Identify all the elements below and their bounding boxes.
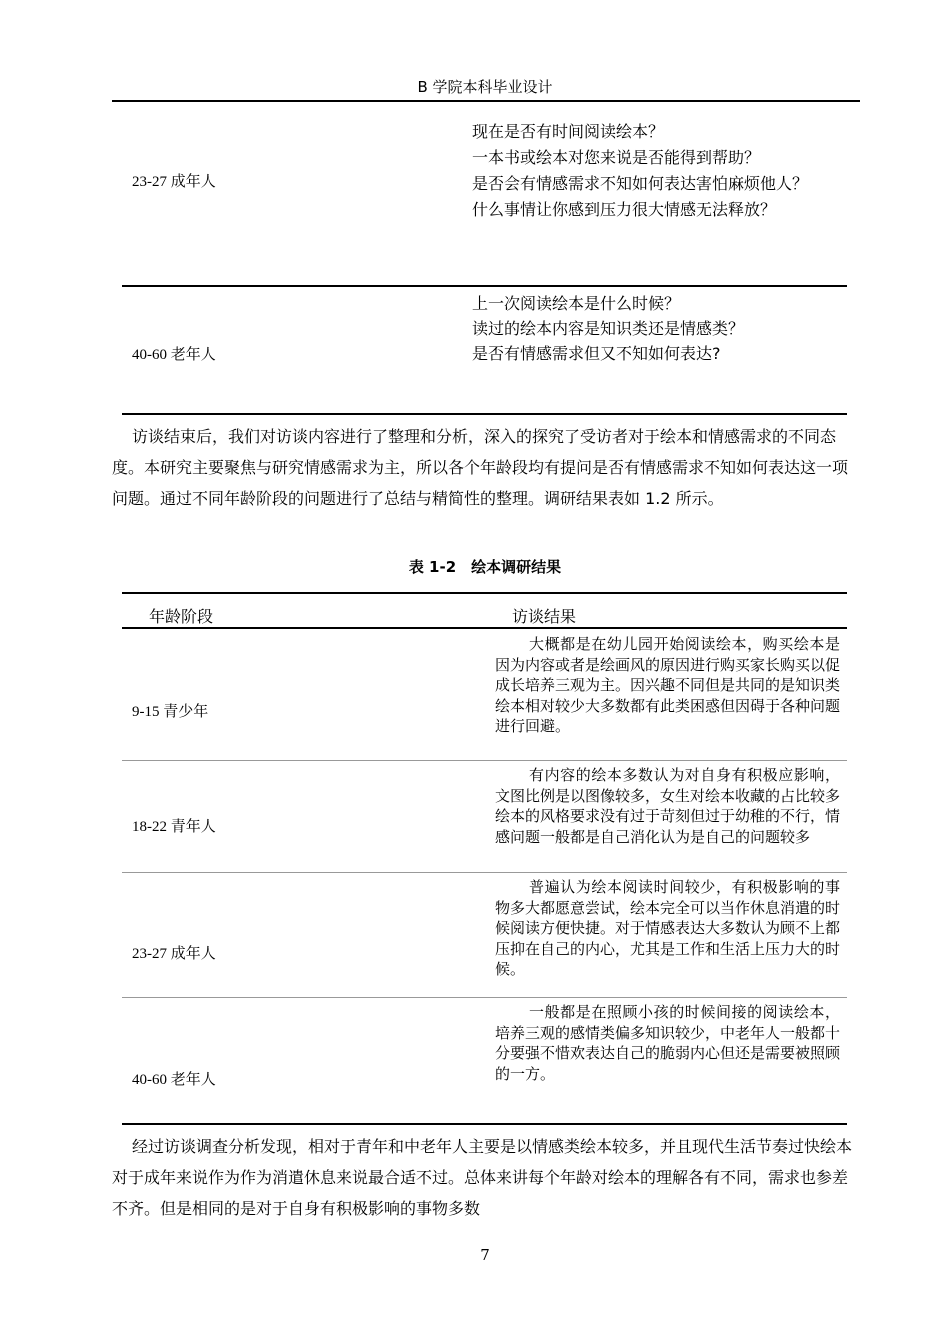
question: 现在是否有时间阅读绘本？ <box>472 122 665 141</box>
table2-row3-age: 23-27 成年人 <box>132 946 216 962</box>
table1-row-divider <box>122 285 847 287</box>
page-number: 7 <box>480 1246 490 1264</box>
table2-row-divider <box>122 760 847 761</box>
table1-bottom-rule <box>122 413 847 415</box>
table2-caption: 表 1-2 绘本调研结果 <box>408 558 562 576</box>
table2-row3-result: 普遍认为绘本阅读时间较少，有积极影响的事物多大都愿意尝试，绘本完全可以当作休息消遣的时候阅读方便快捷。对于情感表达大多数认为顾不上都压抑在自己的内心，尤其是工作和生活上压力大的时候。 <box>495 878 841 978</box>
table1-row1-age: 23-27 成年人 <box>132 174 216 190</box>
table2-row-divider <box>122 872 847 873</box>
question: 是否有情感需求但又不知如何表达? <box>472 344 721 363</box>
table2-bottom-rule <box>122 1123 847 1125</box>
question: 一本书或绘本对您来说是否能得到帮助？ <box>472 148 761 167</box>
question: 读过的绘本内容是知识类还是情感类？ <box>472 319 745 338</box>
table2-row-divider <box>122 997 847 998</box>
table2-row4-age: 40-60 老年人 <box>132 1072 216 1088</box>
table1-row1-questions <box>472 119 852 223</box>
question: 什么事情让你感到压力很大情感无法释放？ <box>472 200 777 219</box>
table2-header-rule <box>122 627 847 629</box>
table1-row2-age: 40-60 老年人 <box>132 347 216 363</box>
body-paragraph-1: 访谈结束后，我们对访谈内容进行了整理和分析，深入的探究了受访者对于绘本和情感需求的不同态度。本研究主要聚焦与研究情感需求为主，所以各个年龄段均有提问是否有情感需求不知如何表达这一项问题。通过不同年龄阶段的问题进行了总结与精简性的整理。调研结果表如 1.2 所示。 <box>112 427 849 508</box>
question: 上一次阅读绘本是什么时候？ <box>472 294 681 313</box>
table2-header-age: 年龄阶段 <box>149 607 214 626</box>
table1-row2-questions <box>472 291 852 366</box>
table2-row1-result: 大概都是在幼儿园开始阅读绘本，购买绘本是因为内容或者是绘画风的原因进行购买家长购买以促成长培养三观为主。因兴趣不同但是共同的是知识类绘本相对较少大多数都有此类困惑但因碍于各种问题进行回避。 <box>495 635 841 735</box>
table2-header-result: 访谈结果 <box>512 607 577 626</box>
question: 是否会有情感需求不知如何表达害怕麻烦他人？ <box>472 174 809 193</box>
header-rule <box>112 100 860 102</box>
table2-row2-result: 有内容的绘本多数认为对自身有积极应影响，文图比例是以图像较多，女生对绘本收藏的占比较多绘本的风格要求没有过于苛刻但过于幼稚的不行，情感问题一般都是自己消化认为是自己的问题较多 <box>495 766 841 846</box>
table2-row1-age: 9-15 青少年 <box>132 704 209 720</box>
page-header: B 学院本科毕业设计 <box>417 78 553 96</box>
body-paragraph-2: 经过访谈调查分析发现，相对于青年和中老年人主要是以情感类绘本较多，并且现代生活节奏过快绘本对于成年来说作为作为消遣休息来说最合适不过。总体来讲每个年龄对绘本的理解各有不同，需求也参差不齐。但是相同的是对于自身有积极影响的事物多数 <box>112 1137 853 1218</box>
table2-row4-result: 一般都是在照顾小孩的时候间接的阅读绘本，培养三观的感情类偏多知识较少，中老年人一般都十分要强不惜欢表达自己的脆弱内心但还是需要被照顾的一方。 <box>495 1003 841 1083</box>
table2-top-rule <box>122 592 847 594</box>
table2-row2-age: 18-22 青年人 <box>132 819 216 835</box>
